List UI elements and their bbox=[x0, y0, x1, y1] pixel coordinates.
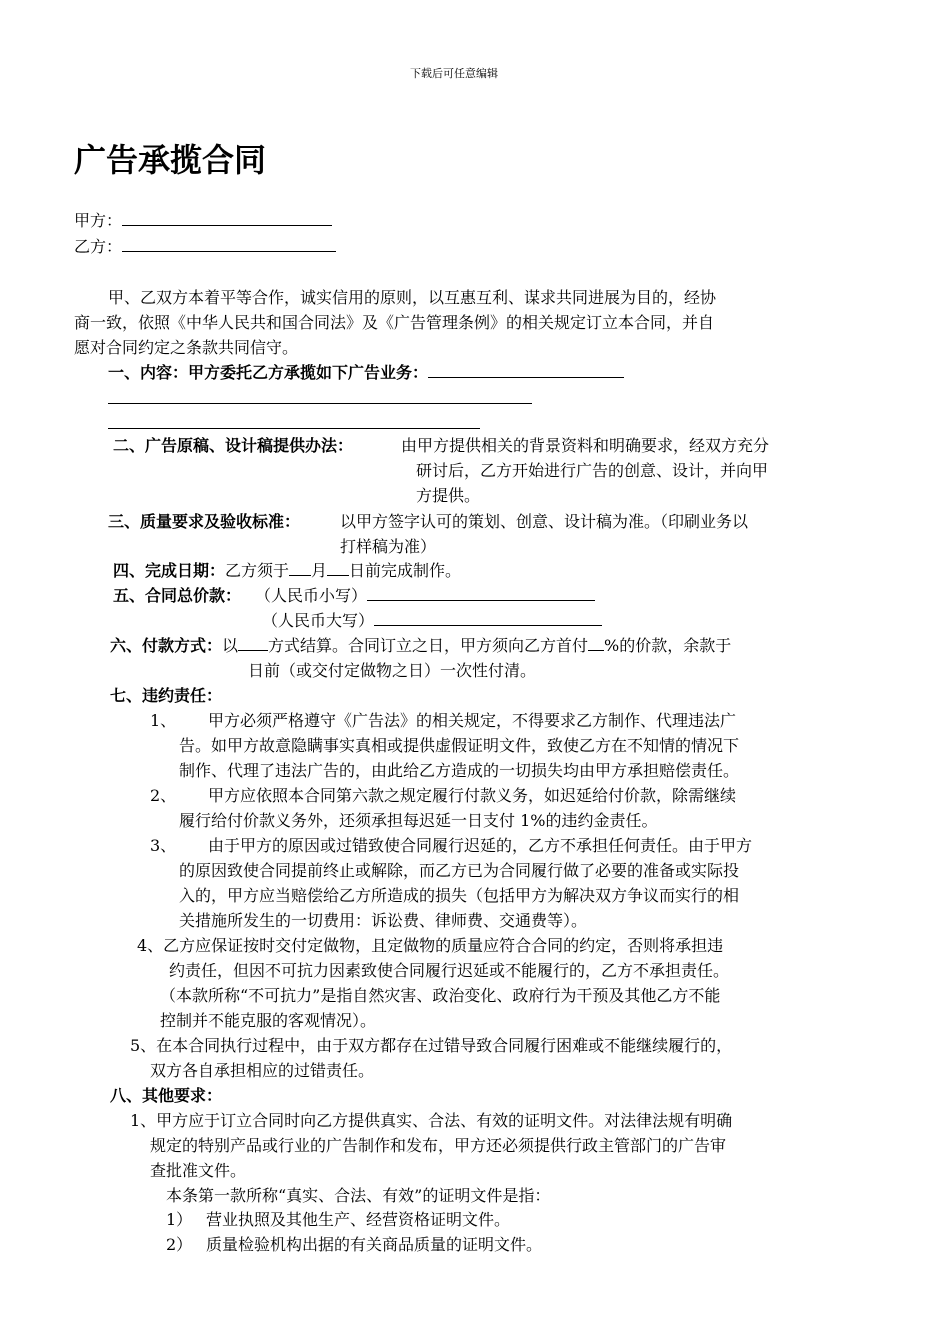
party-a-line bbox=[74, 209, 332, 233]
section-8-item-1-line-3: 查批准文件。 bbox=[150, 1161, 247, 1180]
section-8-list-num-2: 2） bbox=[166, 1235, 193, 1254]
section-5-big-blank bbox=[374, 610, 602, 626]
section-7-item-5-line-2: 双方各自承担相应的过错责任。 bbox=[150, 1061, 375, 1080]
section-2-line-2: 研讨后，乙方开始进行广告的创意、设计，并向甲 bbox=[416, 461, 769, 480]
section-4-post: 日前完成制作。 bbox=[349, 561, 462, 580]
section-8-item-1-line-1: 1、甲方应于订立合同时向乙方提供真实、合法、有效的证明文件。对法律法规有明确 bbox=[130, 1111, 733, 1130]
section-1-blank bbox=[428, 362, 624, 378]
section-7-item-3-line-1: 由于甲方的原因或过错致使合同履行迟延的，乙方不承担任何责任。由于甲方 bbox=[208, 836, 753, 855]
section-6-percent-blank bbox=[588, 635, 604, 651]
section-6-line-2: 日前（或交付定做物之日）一次性付清。 bbox=[248, 661, 537, 680]
section-5-line-1 bbox=[113, 584, 595, 608]
section-3-line-2: 打样稿为准） bbox=[340, 537, 437, 556]
intro-line-2: 商一致，依照《中华人民共和国合同法》及《广告管理条例》的相关规定订立本合同，并自 bbox=[74, 313, 715, 332]
intro-line-1: 甲、乙双方本着平等合作，诚实信用的原则，以互惠互利、谋求共同进展为目的，经协 bbox=[108, 288, 717, 307]
section-8-list-num-1: 1） bbox=[166, 1210, 193, 1229]
section-4-pre: 乙方须于 bbox=[225, 561, 290, 580]
section-7-item-4-line-1: 4、乙方应保证按时交付定做物，且定做物的质量应符合合同的约定，否则将承担违 bbox=[137, 936, 724, 955]
section-6-mid: 方式结算。合同订立之日，甲方须向乙方首付 bbox=[268, 636, 589, 655]
section-7-item-4-line-2: 约责任，但因不可抗力因素致使合同履行迟延或不能履行的，乙方不承担责任。 bbox=[169, 961, 730, 980]
section-8-item-1-line-2: 规定的特别产品或行业的广告制作和发布，甲方还必须提供行政主管部门的广告审 bbox=[150, 1136, 727, 1155]
section-5-small-blank bbox=[367, 585, 595, 601]
section-5-big: （人民币大写） bbox=[262, 611, 375, 630]
party-a-label: 甲方： bbox=[74, 211, 123, 230]
intro-line-3: 愿对合同约定之条款共同信守。 bbox=[74, 338, 299, 357]
section-5-heading: 五、合同总价款： bbox=[113, 586, 242, 605]
section-4-month-blank bbox=[289, 560, 311, 576]
section-7-item-3-line-4: 关措施所发生的一切费用：诉讼费、律师费、交通费等）。 bbox=[179, 911, 588, 930]
section-1-heading: 一、内容：甲方委托乙方承揽如下广告业务： bbox=[108, 363, 429, 382]
section-7-item-1-line-3: 制作、代理了违法广告的，由此给乙方造成的一切损失均由甲方承担赔偿责任。 bbox=[179, 761, 740, 780]
header-note: 下载后可任意编辑 bbox=[410, 67, 498, 80]
party-b-blank bbox=[122, 236, 336, 252]
section-8-heading: 八、其他要求： bbox=[110, 1086, 223, 1105]
section-1-heading-line bbox=[108, 361, 624, 385]
section-2-line-3: 方提供。 bbox=[416, 486, 481, 505]
section-3-heading: 三、质量要求及验收标准： bbox=[108, 512, 301, 531]
section-7-item-4-line-3: （本款所称“不可抗力”是指自然灾害、政治变化、政府行为干预及其他乙方不能 bbox=[160, 986, 721, 1005]
section-7-item-2-line-1: 甲方应依照本合同第六款之规定履行付款义务，如迟延给付价款，除需继续 bbox=[208, 786, 737, 805]
section-6-pre: 以 bbox=[222, 636, 239, 655]
section-8-list-text-2: 质量检验机构出据的有关商品质量的证明文件。 bbox=[206, 1235, 543, 1254]
section-7-item-2-num: 2、 bbox=[150, 786, 177, 805]
section-1-blank-line-2 bbox=[108, 403, 532, 404]
section-4-heading: 四、完成日期： bbox=[113, 561, 226, 580]
section-1-blank-line-3 bbox=[108, 428, 480, 429]
section-7-item-5-line-1: 5、在本合同执行过程中，由于双方都存在过错导致合同履行困难或不能继续履行的， bbox=[130, 1036, 733, 1055]
section-7-item-1-line-2: 告。如甲方故意隐瞒事实真相或提供虚假证明文件，致使乙方在不知情的情况下 bbox=[179, 736, 740, 755]
section-2-line-1: 由甲方提供相关的背景资料和明确要求，经双方充分 bbox=[401, 436, 770, 455]
section-7-item-1-num: 1、 bbox=[150, 711, 177, 730]
section-6-method-blank bbox=[238, 635, 268, 651]
section-2-heading: 二、广告原稿、设计稿提供办法： bbox=[113, 436, 354, 455]
section-7-item-3-line-2: 的原因致使合同提前终止或解除，而乙方已为合同履行做了必要的准备或实际投 bbox=[179, 861, 740, 880]
section-7-item-3-num: 3、 bbox=[150, 836, 177, 855]
section-7-item-2-line-2: 履行给付价款义务外，还须承担每迟延一日支付 1%的违约金责任。 bbox=[179, 811, 658, 830]
party-a-blank bbox=[122, 210, 332, 226]
party-b-label: 乙方： bbox=[74, 237, 123, 256]
page-title: 广告承揽合同 bbox=[74, 141, 267, 179]
section-4-line bbox=[113, 559, 461, 583]
section-5-small: （人民币小写） bbox=[255, 586, 368, 605]
section-8-list-item-1 bbox=[166, 1208, 510, 1232]
section-6-post: %的价款，余款于 bbox=[604, 636, 732, 655]
section-8-list-text-1: 营业执照及其他生产、经营资格证明文件。 bbox=[206, 1210, 511, 1229]
section-7-item-4-line-4: 控制并不能克服的客观情况）。 bbox=[160, 1011, 377, 1030]
section-4-month: 月 bbox=[311, 561, 328, 580]
section-5-line-2 bbox=[262, 609, 602, 633]
section-6-line-1 bbox=[110, 634, 731, 658]
section-8-note: 本条第一款所称“真实、合法、有效”的证明文件是指： bbox=[166, 1186, 551, 1205]
section-7-heading: 七、违约责任： bbox=[110, 686, 223, 705]
section-4-day-blank bbox=[327, 560, 349, 576]
section-7-item-1-line-1: 甲方必须严格遵守《广告法》的相关规定，不得要求乙方制作、代理违法广 bbox=[208, 711, 737, 730]
section-3-line-1: 以甲方签字认可的策划、创意、设计稿为准。（印刷业务以 bbox=[340, 512, 749, 531]
party-b-line bbox=[74, 235, 336, 259]
section-6-heading: 六、付款方式： bbox=[110, 636, 223, 655]
section-7-item-3-line-3: 入的，甲方应当赔偿给乙方所造成的损失（包括甲方为解决双方争议而实行的相 bbox=[179, 886, 740, 905]
section-8-list-item-2 bbox=[166, 1233, 542, 1257]
